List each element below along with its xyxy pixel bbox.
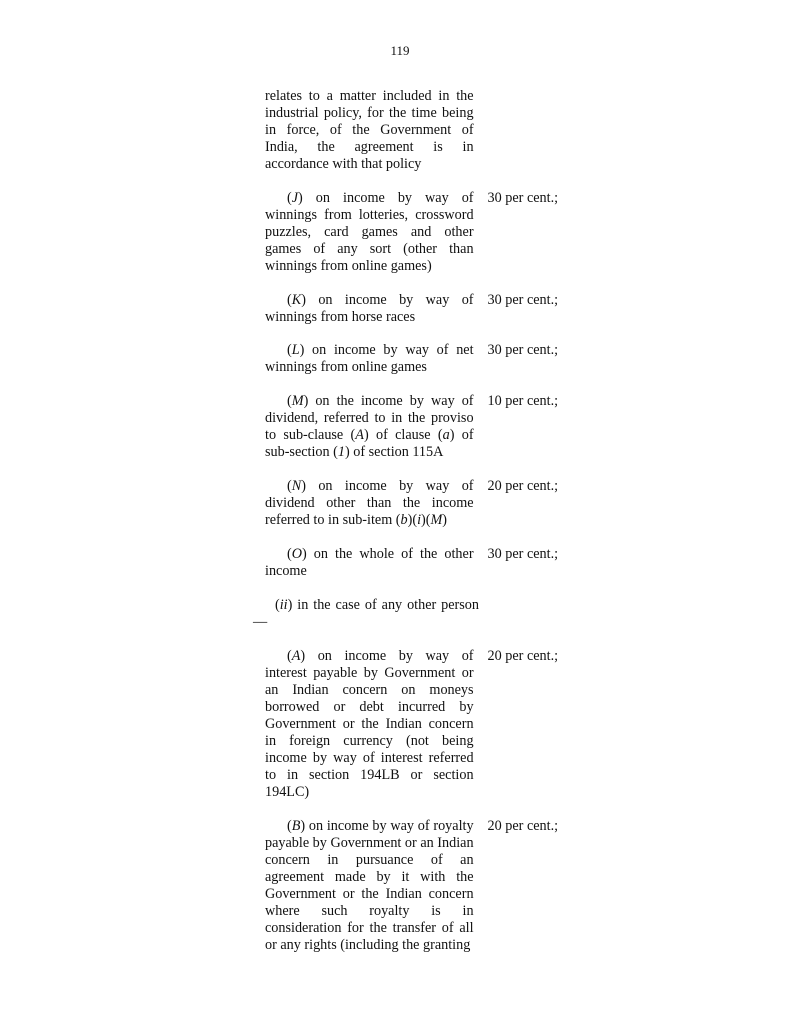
rate-empty [488, 88, 585, 173]
italic-ref: ii [279, 597, 288, 613]
italic-ref: 1 [337, 444, 345, 460]
item-description: (J) on income by way of winnings from lotteries, crossword puzzles, card games and other games of any sort (other than winnings from online games) [265, 190, 474, 274]
continued-text: relates to a matter included in the industrial policy, for the time being in force, of the Government of India, the agreement is in accordance with that policy [265, 88, 474, 172]
item-rate: 30 per cent.; [487, 190, 559, 206]
item-description: (N) on income by way of dividend other than the income referred to in sub-item (b)(i)(M) [265, 478, 474, 528]
italic-ref: i [417, 512, 422, 528]
item-rate: 30 per cent.; [487, 292, 559, 308]
italic-ref: b [400, 512, 408, 528]
item-description: (B) on income by way of royalty payable by Government or an Indian concern in pursuance of an agreement made by it with the Government or the Indian concern where such royalty is in consideration for the transfer of all or any rights (including the granting [265, 818, 474, 953]
sub-clause-ii [253, 597, 585, 631]
item-n [265, 478, 585, 529]
sub-clause-ii-text: (ii) in the case of any other person— [253, 597, 479, 630]
item-j [265, 190, 585, 275]
item-rate: 20 per cent.; [487, 478, 559, 494]
italic-ref: L [291, 342, 300, 358]
item-description: (M) on the income by way of dividend, referred to in the proviso to sub-clause (A) of clause (a) of sub-section (1) of section 115A [265, 393, 474, 460]
item-rate: 20 per cent.; [487, 818, 559, 834]
italic-ref: B [291, 818, 301, 834]
continued-paragraph [265, 88, 585, 173]
italic-ref: A [355, 427, 364, 443]
italic-ref: J [291, 190, 299, 206]
italic-ref: N [291, 478, 302, 494]
item-rate: 20 per cent.; [487, 648, 559, 664]
item-m [265, 393, 585, 461]
italic-ref: M [291, 393, 304, 409]
item-rate: 30 per cent.; [487, 342, 559, 358]
schedule-text [253, 88, 585, 954]
item-description: (L) on income by way of net winnings from online games [265, 342, 474, 375]
italic-ref: a [442, 427, 450, 443]
item-l [265, 342, 585, 376]
item-k [265, 292, 585, 326]
italic-ref: M [430, 512, 443, 528]
item-o [265, 546, 585, 580]
item-ii-a [265, 648, 585, 801]
italic-ref: K [291, 292, 302, 308]
item-description: (A) on income by way of interest payable by Government or an Indian concern on moneys borrowed or debt incurred by Government or the Indian concern in foreign currency (not being income by way of interest referred to in section 194LB or section 194LC) [265, 648, 474, 800]
italic-ref: O [291, 546, 302, 562]
item-description: (O) on the whole of the other income [265, 546, 474, 579]
item-ii-b [265, 818, 585, 954]
item-rate: 10 per cent.; [487, 393, 559, 409]
italic-ref: A [291, 648, 301, 664]
item-description: (K) on income by way of winnings from horse races [265, 292, 474, 325]
page-number: 119 [390, 43, 410, 58]
item-rate: 30 per cent.; [487, 546, 559, 562]
